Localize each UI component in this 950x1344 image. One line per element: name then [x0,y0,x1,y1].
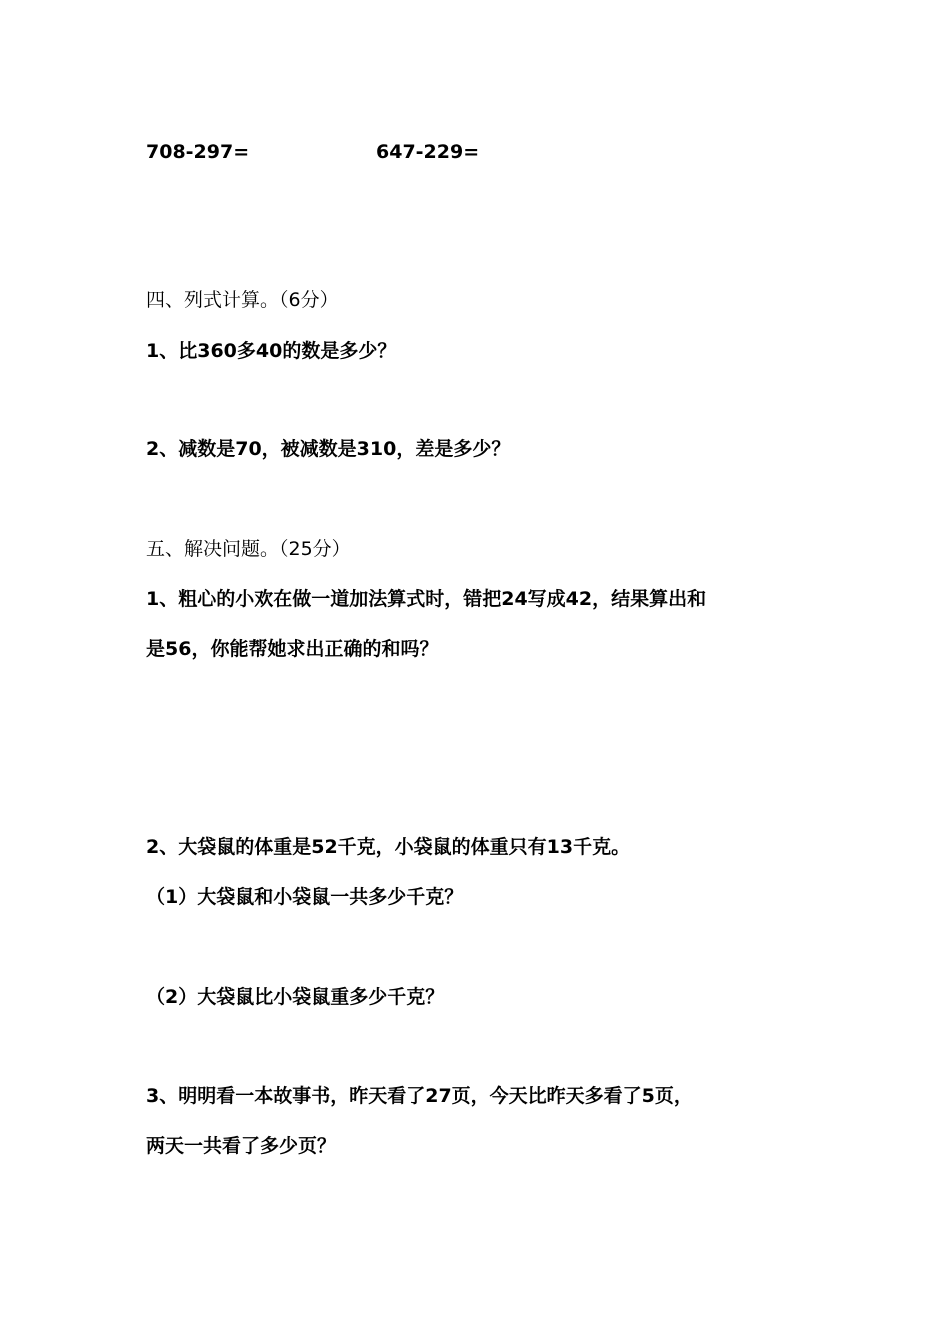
section-4-question-2: 2、减数是70，被减数是310，差是多少？ [146,438,511,460]
section-5-question-2-sub-2: （2）大袋鼠比小袋鼠重多少千克？ [146,986,445,1008]
section-5-question-2-sub-1: （1）大袋鼠和小袋鼠一共多少千克？ [146,886,464,908]
section-4-heading: 四、列式计算。（6分） [146,289,339,311]
equation-2: 647-229= [376,141,480,163]
section-5-question-1-line-1: 1、粗心的小欢在做一道加法算式时，错把24写成42，结果算出和 [146,588,707,610]
equation-1: 708-297= [146,141,250,163]
section-5-question-1-line-2: 是56，你能帮她求出正确的和吗？ [146,638,439,660]
section-5-heading: 五、解决问题。（25分） [146,538,351,560]
section-5-question-3-line-1: 3、明明看一本故事书，昨天看了27页，今天比昨天多看了5页， [146,1085,693,1107]
section-4-question-1: 1、比360多40的数是多少？ [146,340,397,362]
section-5-question-3-line-2: 两天一共看了多少页？ [146,1135,337,1157]
section-5-question-2: 2、大袋鼠的体重是52千克，小袋鼠的体重只有13千克。 [146,836,631,858]
